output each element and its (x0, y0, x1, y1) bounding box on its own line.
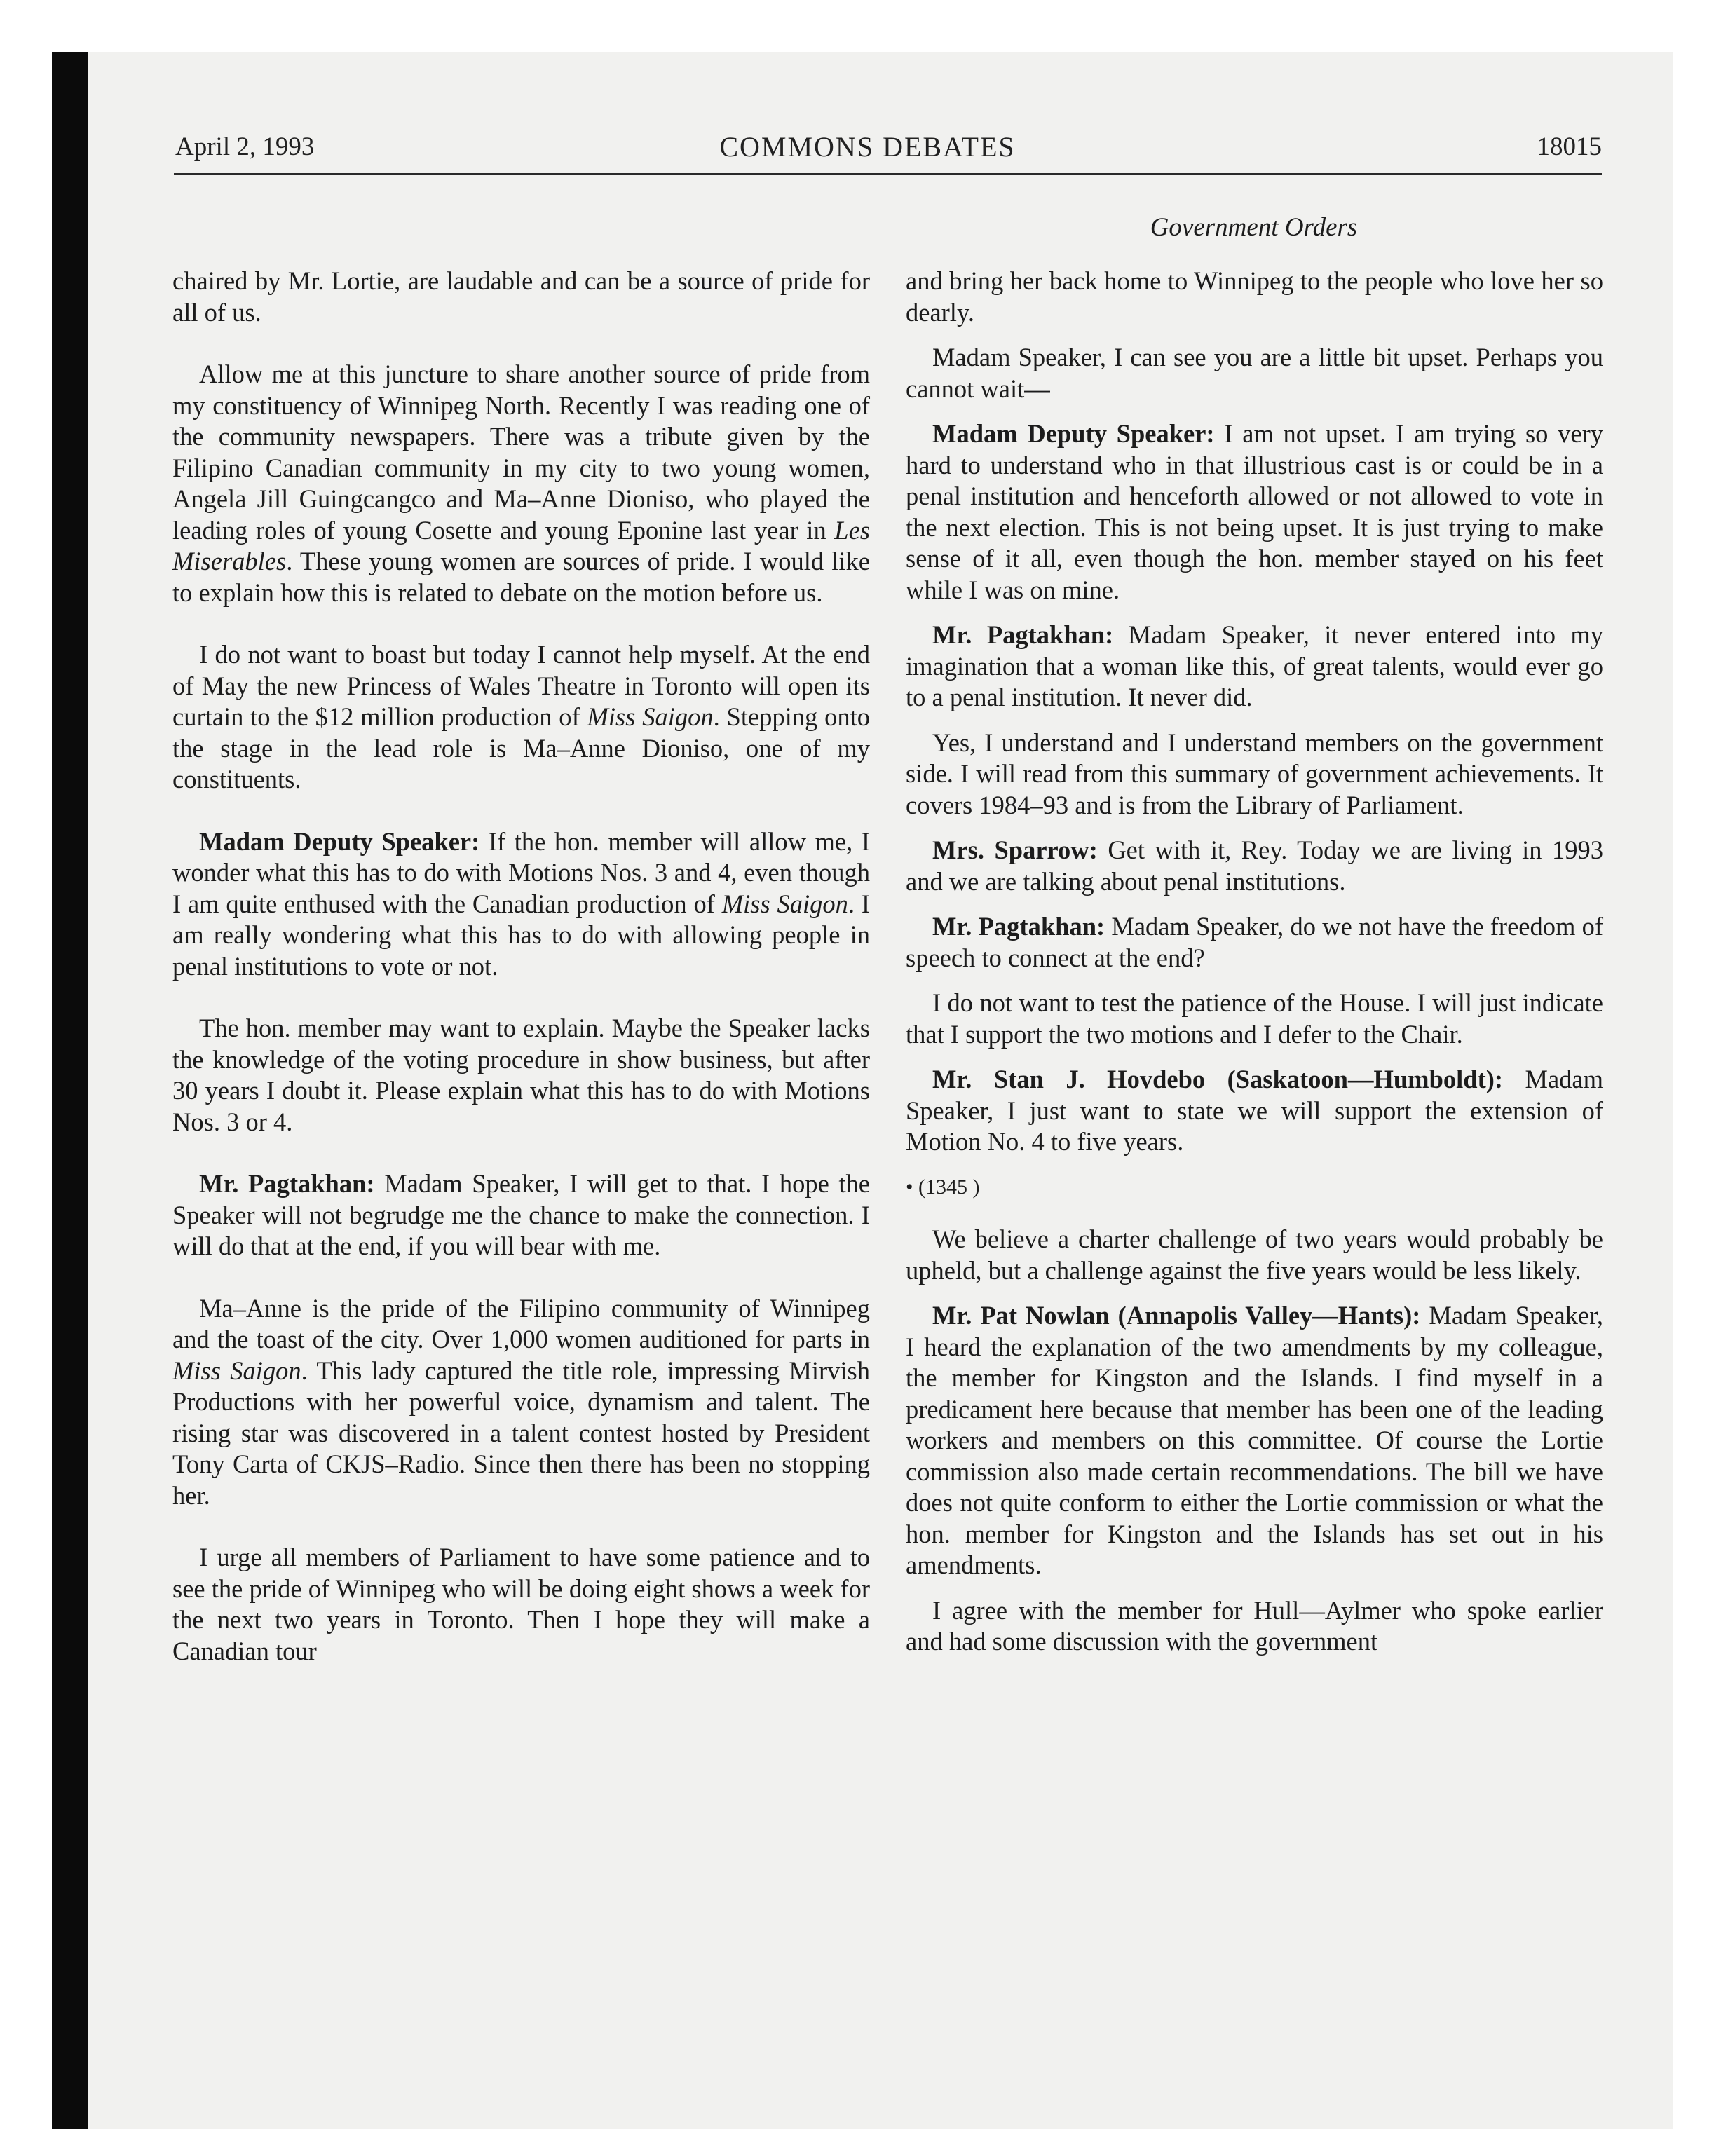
speaker-name: Mr. Pagtakhan: (199, 1169, 375, 1198)
paragraph-text: chaired by Mr. Lortie, are laudable and can be a source of pride for all of us. (172, 266, 870, 327)
right-column (906, 266, 1603, 1658)
time-marker: • (1345 ) (906, 1175, 980, 1199)
paragraph (172, 639, 870, 796)
paragraph (172, 1168, 870, 1262)
paragraph-text: If the hon. member will allow me, I wonder what this has to do with Motions Nos. 3 and 4, even though I am quite enthused with the Canadian production of Miss Saigon. I am really wondering what this has to do with allowing people in penal institutions to vote or not. (172, 826, 871, 981)
paragraph (172, 1293, 870, 1512)
paragraph-text: I am not upset. I am trying so very hard to understand who in that illustrious cast is or could be in a penal institution and henceforth allowed or not allowed to vote in the next election. This is not being upset. It is just trying to make sense of it all, even though the hon. member stayed on his feet while I was on mine. (906, 419, 1603, 604)
paragraph-text: Madam Speaker, I heard the explanation of the two amendments by my colleague, the member for Kingston and the Islands. I find myself in a predicament here because that member has been one of the leading workers and members on this committee. Of course the Lortie commission also made certain recommendations. The bill we have does not quite conform to either the Lortie commission or what the hon. member for Kingston and the Islands has set out in his amendments. (906, 1301, 1604, 1579)
paragraph-text: I do not want to test the patience of the House. I will just indicate that I support the two motions and I defer to the Chair. (906, 988, 1603, 1049)
paragraph (906, 418, 1603, 606)
paragraph-text: Madam Speaker, I can see you are a little bit upset. Perhaps you cannot wait— (906, 343, 1603, 403)
left-column (172, 266, 870, 1667)
paragraph (906, 835, 1603, 897)
paragraph (906, 266, 1603, 328)
paragraph (172, 1542, 870, 1667)
paragraph-text: I agree with the member for Hull—Aylmer who spoke earlier and had some discussion with the government (906, 1595, 1603, 1656)
paragraph (172, 1013, 870, 1138)
section-title: Government Orders (1150, 213, 1358, 242)
paragraph (906, 1224, 1603, 1286)
paragraph (906, 1595, 1603, 1658)
paragraph-text: Allow me at this juncture to share another source of pride from my constituency of Winnipeg North. Recently I was reading one of the community newspapers. There was a tribute given by the Filipino Canadian community in my city to two young women, Angela Jill Guingcangco and Ma–Anne Dioniso, who played the leading roles of young Cosette and young Eponine last year in Les Miserables. These young women are sources of pride. I would like to explain how this is related to debate on the motion before us. (172, 360, 870, 607)
paragraph-text: and bring her back home to Winnipeg to the people who love her so dearly. (906, 266, 1603, 327)
paragraph (906, 1300, 1603, 1581)
speaker-name: Mr. Stan J. Hovdebo (Saskatoon—Humboldt): (932, 1065, 1504, 1093)
speaker-name: Mr. Pagtakhan: (932, 912, 1105, 941)
speaker-name: Madam Deputy Speaker: (932, 419, 1215, 448)
speaker-name: Madam Deputy Speaker: (199, 826, 480, 856)
speaker-name: Mr. Pagtakhan: (932, 620, 1114, 649)
paragraph (906, 1064, 1603, 1158)
speaker-name: Mr. Pat Nowlan (Annapolis Valley—Hants): (932, 1301, 1421, 1330)
paragraph-text: I urge all members of Parliament to have some patience and to see the pride of Winnipeg who will be doing eight shows a week for the next two years in Toronto. Then I hope they will make a Canadian tour (172, 1543, 870, 1665)
paragraph-text: Madam Speaker, I will get to that. I hope the Speaker will not begrudge me the chance to make the connection. I will do that at the end, if you will bear with me. (172, 1169, 870, 1260)
speaker-name: Mrs. Sparrow: (932, 835, 1098, 864)
paragraph-text: Yes, I understand and I understand members on the government side. I will read from this summary of government achievements. It covers 1984–93 and is from the Library of Parliament. (906, 728, 1603, 819)
header-date: April 2, 1993 (175, 132, 315, 161)
header-rule (174, 173, 1602, 175)
paragraph-text: Madam Speaker, do we not have the freedom of speech to connect at the end? (906, 912, 1604, 972)
paragraph (172, 826, 870, 983)
paragraph (906, 342, 1603, 404)
scan-edge-bar (52, 52, 88, 2129)
paragraph (172, 359, 870, 608)
paragraph-text: Ma–Anne is the pride of the Filipino community of Winnipeg and the toast of the city. Over 1,000 women auditioned for parts in Miss Saigon. This lady captured the title role, impressing Mirvish Productions with her powerful voice, dynamism and talent. The rising star was discovered in a talent contest hosted by President Tony Carta of CKJS–Radio. Since then there has been no stopping her. (172, 1293, 870, 1510)
paragraph-text: We believe a charter challenge of two years would probably be upheld, but a challenge against the five years would be less likely. (906, 1224, 1603, 1285)
paragraph (906, 620, 1603, 714)
header-page-number: 18015 (1537, 132, 1602, 161)
paragraph-text: I do not want to boast but today I cannot help myself. At the end of May the new Princess of Wales Theatre in Toronto will open its curtain to the $12 million production of Miss Saigon. Stepping onto the stage in the lead role is Ma–Anne Dioniso, one of my constituents. (172, 640, 870, 793)
paragraph-text: The hon. member may want to explain. Maybe the Speaker lacks the knowledge of the voting procedure in show business, but after 30 years I doubt it. Please explain what this has to do with Motions Nos. 3 or 4. (172, 1014, 870, 1136)
header-title: COMMONS DEBATES (719, 131, 1016, 163)
paragraph (906, 988, 1603, 1050)
paragraph-text: Madam Speaker, I just want to state we will support the extension of Motion No. 4 to five years. (906, 1065, 1604, 1156)
paragraph (172, 266, 870, 328)
paragraph (906, 911, 1603, 974)
paragraph-text: Get with it, Rey. Today we are living in 1993 and we are talking about penal institutions. (906, 835, 1604, 896)
paragraph (906, 728, 1603, 821)
paragraph-text: Madam Speaker, it never entered into my imagination that a woman like this, of great talents, would ever go to a penal institution. It never did. (906, 620, 1603, 711)
